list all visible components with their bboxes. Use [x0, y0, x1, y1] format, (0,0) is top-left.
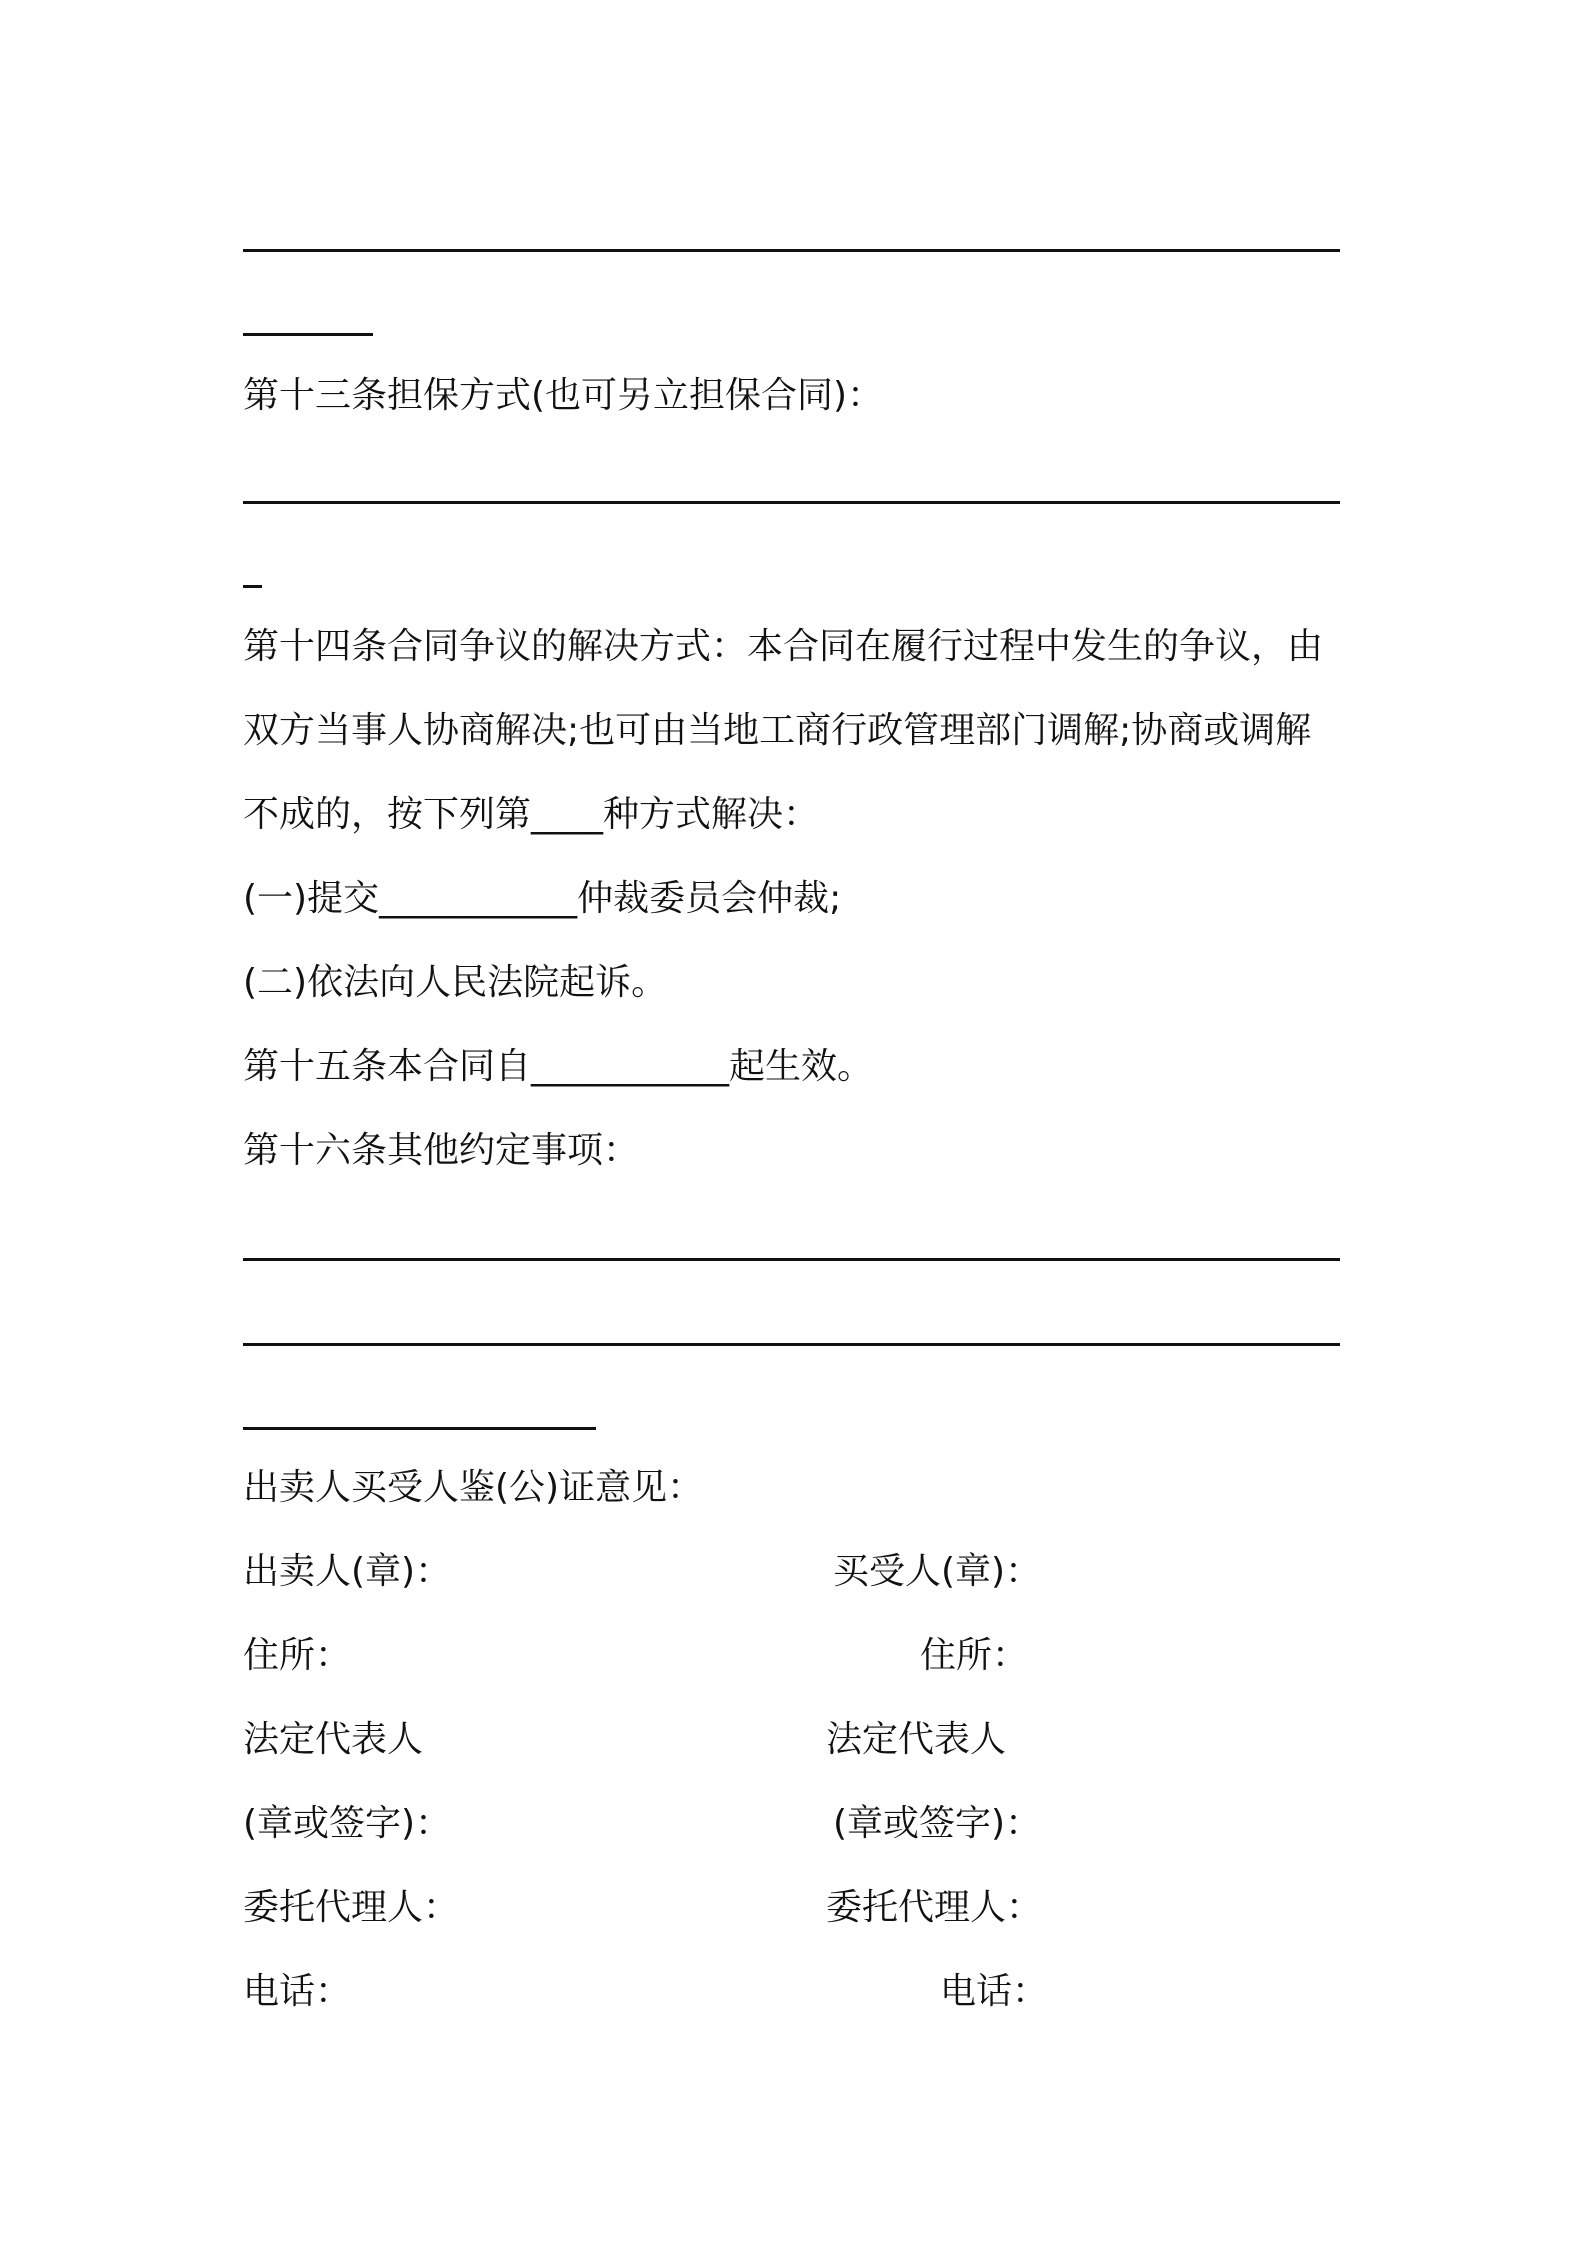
- buyer-phone-label: 电话：: [940, 1971, 1049, 2012]
- article-15: 第十五条本合同自___________起生效。: [243, 1046, 874, 1087]
- buyer-sign-label: (章或签字)：: [833, 1803, 1042, 1844]
- blank-line-1: [243, 249, 1340, 252]
- article-13: 第十三条担保方式(也可另立担保合同)：: [243, 375, 884, 416]
- buyer-seal-label: 买受人(章)：: [833, 1551, 1042, 1592]
- seller-address-label: 住所：: [243, 1635, 352, 1676]
- article-14-option-1: (一)提交___________仲裁委员会仲裁;: [243, 878, 842, 919]
- blank-line-2: [243, 333, 373, 336]
- article-14-line-2: 双方当事人协商解决;也可由当地工商行政管理部门调解;协商或调解: [243, 710, 1312, 751]
- blank-line-4: [243, 585, 262, 588]
- seller-legal-rep-label: 法定代表人: [243, 1719, 424, 1760]
- article-14-line-1: 第十四条合同争议的解决方式：本合同在履行过程中发生的争议，由: [243, 626, 1324, 667]
- article-14-option-2: (二)依法向人民法院起诉。: [243, 962, 668, 1003]
- blank-line-3: [243, 501, 1340, 504]
- seller-phone-label: 电话：: [243, 1971, 352, 2012]
- article-16: 第十六条其他约定事项：: [243, 1130, 640, 1171]
- blank-line-6: [243, 1343, 1340, 1346]
- signature-heading: 出卖人买受人鉴(公)证意见：: [243, 1467, 704, 1508]
- buyer-agent-label: 委托代理人：: [826, 1887, 1043, 1928]
- article-14-line-3: 不成的，按下列第____种方式解决：: [243, 794, 820, 835]
- buyer-address-label: 住所：: [920, 1635, 1029, 1676]
- seller-sign-label: (章或签字)：: [243, 1803, 452, 1844]
- buyer-legal-rep-label: 法定代表人: [826, 1719, 1007, 1760]
- seller-seal-label: 出卖人(章)：: [243, 1551, 452, 1592]
- seller-agent-label: 委托代理人：: [243, 1887, 460, 1928]
- blank-line-7: [243, 1427, 596, 1430]
- blank-line-5: [243, 1258, 1340, 1261]
